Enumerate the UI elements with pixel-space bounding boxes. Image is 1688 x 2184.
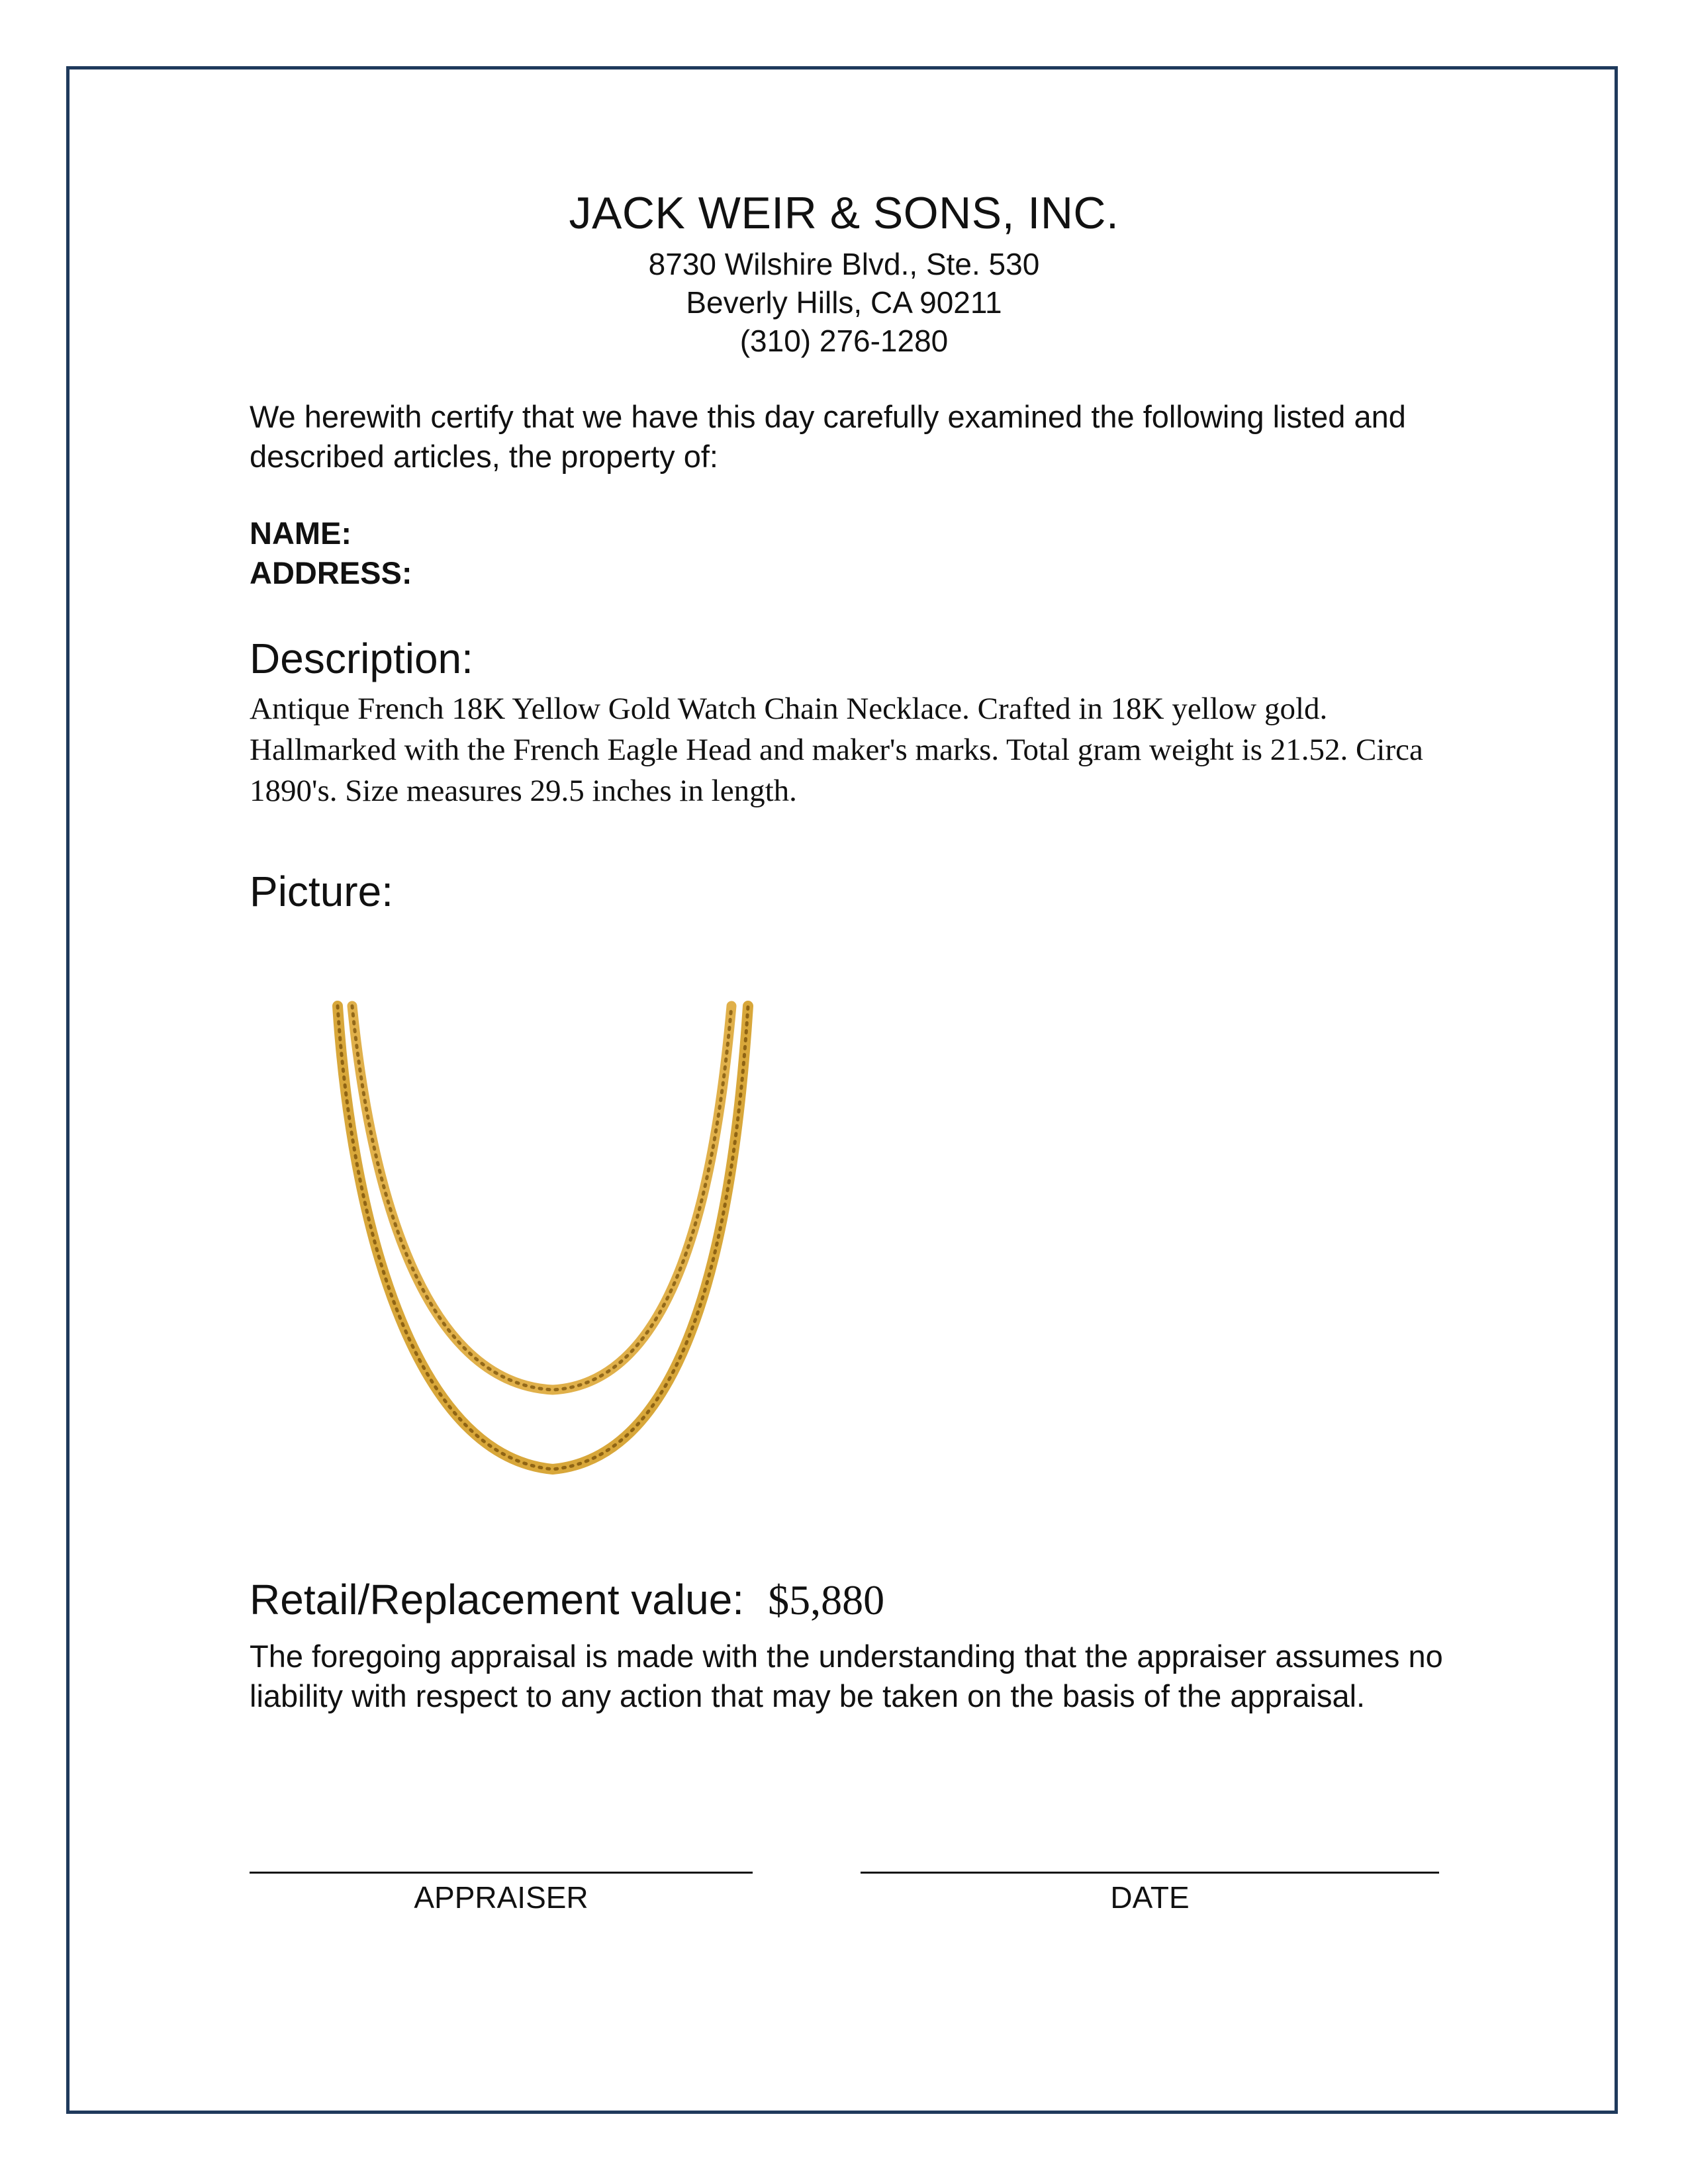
company-address-line2: Beverly Hills, CA 90211 (686, 285, 1002, 320)
retail-value-amount: $5,880 (768, 1576, 885, 1623)
retail-value-line (250, 1575, 1461, 1625)
description-heading: Description: (250, 635, 473, 682)
address-label: ADDRESS: (250, 555, 412, 590)
page-border (66, 66, 1618, 2114)
appraiser-label: APPRAISER (414, 1880, 588, 1915)
necklace-image (324, 993, 788, 1509)
retail-value-label: Retail/Replacement value: (250, 1576, 745, 1623)
company-phone: (310) 276-1280 (739, 324, 949, 358)
company-name: JACK WEIR & SONS, INC. (569, 188, 1119, 238)
date-label: DATE (1110, 1880, 1190, 1915)
description-text: Antique French 18K Yellow Gold Watch Chain Necklace. Crafted in 18K yellow gold. Hallmarked with the French Eagle Head and maker's marks. Total gram weight is 21.52. Circa 1890's. Size measures 29.5 inches in length. (250, 692, 1423, 808)
appraiser-signature-line (250, 1872, 753, 1874)
name-label: NAME: (250, 516, 352, 551)
company-address-line1: 8730 Wilshire Blvd., Ste. 530 (648, 247, 1040, 281)
certification-intro: We herewith certify that we have this day carefully examined the following listed and described articles, the property of: (250, 399, 1406, 474)
appraisal-disclaimer: The foregoing appraisal is made with the understanding that the appraiser assumes no liability with respect to any action that may be taken on the basis of the appraisal. (250, 1639, 1443, 1713)
date-signature-line (861, 1872, 1439, 1874)
picture-heading: Picture: (250, 868, 393, 915)
